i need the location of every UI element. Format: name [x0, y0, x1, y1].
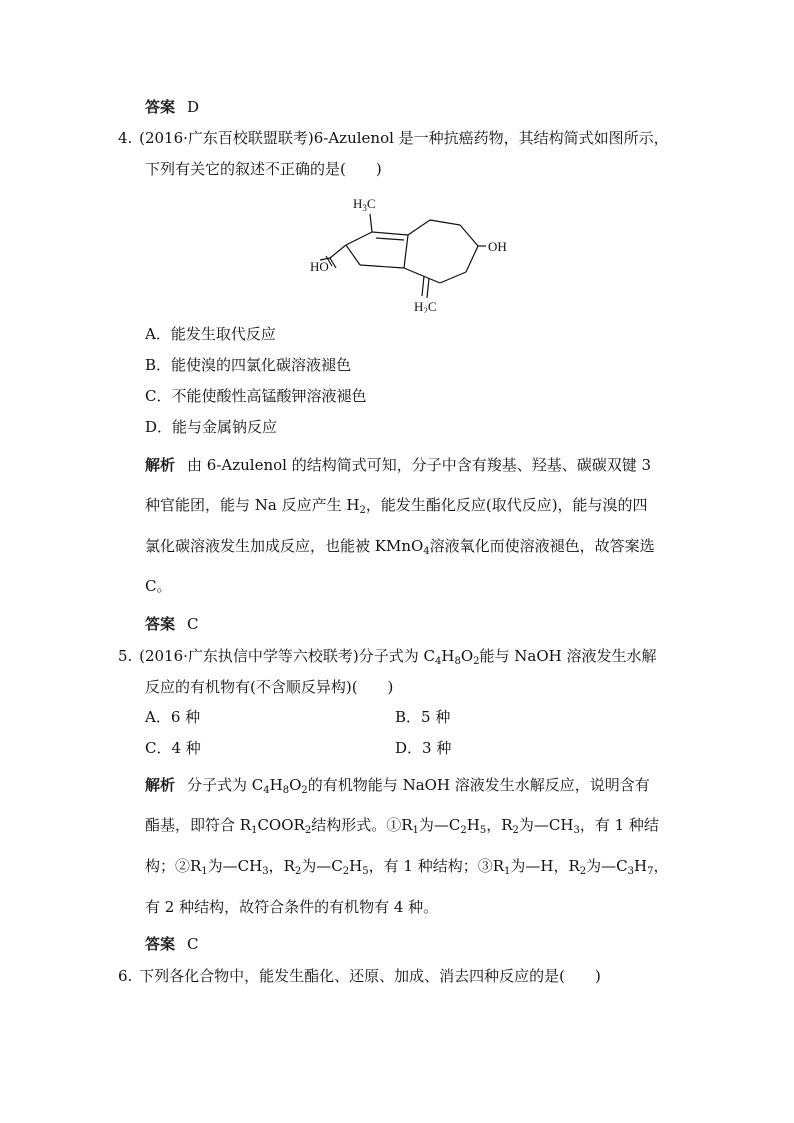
analysis-label: 解析 [145, 456, 176, 474]
methyl-label: $H_3C$ [353, 196, 376, 213]
analysis-label: 解析 [145, 776, 176, 794]
question-4-stem-line1: 4. (2016·广东百校联盟联考)6-Azulenol 是一种抗癌药物，其结构简式如图所示， [118, 129, 669, 147]
q4-analysis-line3: 氯化碳溶液发生加成反应，也能被 KMnO$_4$溶液氧化而使溶液褪色，故答案选 [145, 537, 655, 557]
option-b: B．能使溴的四氯化碳溶液褪色 [145, 356, 352, 374]
option-b: B．5 种 [395, 708, 451, 726]
option-d: D．3 种 [395, 739, 452, 757]
option-c: C．4 种 [145, 739, 201, 757]
question-5-stem-line1: 5. (2016·广东执信中学等六校联考)分子式为 $C_4H_8O_2$能与 NaOH 溶液发生水解 [118, 647, 657, 667]
q4-analysis-line2: 种官能团，能与 Na 反应产生 $H_2$，能发生酯化反应(取代反应)，能与溴的四 [145, 496, 648, 516]
answer-value: D [187, 98, 200, 116]
q5-analysis-line3: 构；$②R_1$为$—CH_3$，$R_2$为$—C_2H_5$，有 1 种结构；$③R_1$为—H，$R_2$为$—C_3H_7$， [145, 857, 669, 877]
q5-answer [145, 934, 199, 954]
option-c: C．不能使酸性高锰酸钾溶液褪色 [145, 387, 367, 405]
q4-analysis-line4: C。 [145, 577, 172, 595]
answer-value: C [187, 615, 199, 633]
answer-label: 答案 [145, 615, 176, 633]
question-number: 4. [118, 129, 133, 147]
answer-label: 答案 [145, 935, 176, 953]
question-4-stem-line2: 下列有关它的叙述不正确的是( ) [145, 160, 382, 178]
hydroxyl-label: OH [488, 239, 507, 254]
answer-label: 答案 [145, 98, 176, 116]
q4-answer [145, 614, 199, 634]
carboxyl-oh-label: HO [310, 259, 329, 274]
question-5-stem-line2: 反应的有机物有(不含顺反异构)( ) [145, 678, 394, 696]
option-a: A．6 种 [145, 708, 201, 726]
question-number: 6. [118, 967, 133, 985]
answer-value: C [187, 935, 199, 953]
q5-analysis-line2: 酯基，即符合 $R_1COOR_2$结构形式。$①R_1$为$—C_2H_5$，$R_2$为$—CH_3$，有 1 种结 [145, 816, 659, 836]
q5-analysis-line4: 有 2 种结构，故符合条件的有机物有 4 种。 [145, 898, 439, 916]
question-6-stem-line1: 6. 下列各化合物中，能发生酯化、还原、加成、消去四种反应的是( ) [118, 967, 601, 985]
methylene-label: $H_2C$ [414, 299, 437, 313]
previous-answer [145, 97, 199, 117]
azulenol-structure-diagram [300, 188, 520, 313]
q4-analysis-line1: 解析 由 6-Azulenol 的结构简式可知，分子中含有羧基、羟基、碳碳双键 3 [145, 456, 652, 474]
option-a: A．能发生取代反应 [145, 325, 276, 343]
question-number: 5. [118, 647, 133, 665]
q5-analysis-line1: 解析 分子式为 $C_4H_8O_2$的有机物能与 NaOH 溶液发生水解反应，说明含有 [145, 776, 650, 796]
option-d: D．能与金属钠反应 [145, 418, 278, 436]
